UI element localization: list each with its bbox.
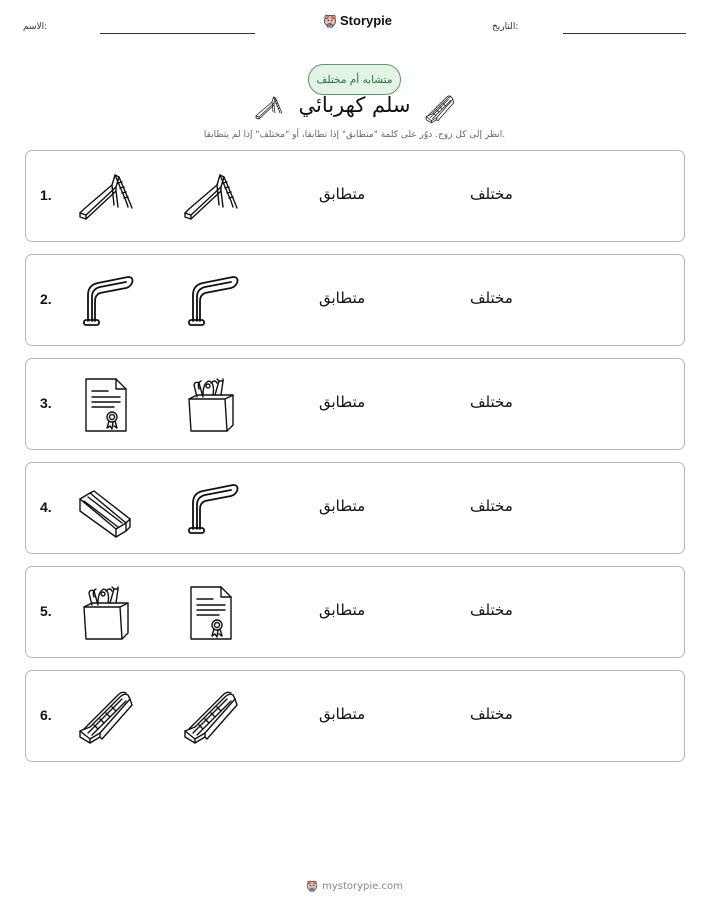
- question-row: [25, 670, 685, 762]
- grocery-bag-icon: [181, 375, 241, 435]
- name-write-line: [100, 33, 255, 34]
- title-row: [0, 93, 709, 127]
- slide-icon: [181, 167, 241, 227]
- option-same[interactable]: متطابق: [319, 289, 366, 307]
- question-number: 1.: [40, 187, 52, 203]
- escalator-icon: [76, 687, 136, 747]
- option-different[interactable]: مختلف: [470, 705, 513, 723]
- certificate-icon: [76, 375, 136, 435]
- name-label: الاسم:: [23, 22, 48, 32]
- question-row: [25, 566, 685, 658]
- certificate-icon: [181, 583, 241, 643]
- option-different[interactable]: مختلف: [470, 601, 513, 619]
- page-title: سلم كهربائي: [298, 93, 411, 117]
- option-same[interactable]: متطابق: [319, 601, 366, 619]
- footer: [0, 880, 709, 892]
- option-same[interactable]: متطابق: [319, 705, 366, 723]
- worksheet-header: [0, 0, 709, 45]
- question-row: [25, 150, 685, 242]
- ramp-slide-icon: [76, 479, 136, 539]
- option-different[interactable]: مختلف: [470, 497, 513, 515]
- date-write-line: [563, 33, 686, 34]
- option-same[interactable]: متطابق: [319, 185, 366, 203]
- escalator-icon: [181, 687, 241, 747]
- question-row: [25, 358, 685, 450]
- footer-url[interactable]: mystorypie.com: [322, 880, 403, 892]
- option-same[interactable]: متطابق: [319, 497, 366, 515]
- slide-icon: [76, 167, 136, 227]
- option-different[interactable]: مختلف: [470, 393, 513, 411]
- date-label: التاريخ:: [492, 22, 519, 32]
- handrail-icon: [181, 271, 241, 331]
- instructions: انظر إلى كل زوج. دوّر على كلمة "متطابق" إذا تطابقا، أو "مختلف" إذا لم يتطابقا.: [203, 130, 506, 140]
- brand-logo: [323, 13, 392, 28]
- brand-name: Storypie: [340, 13, 393, 28]
- option-different[interactable]: مختلف: [470, 289, 513, 307]
- question-row: [25, 462, 685, 554]
- worksheet-type-badge: متشابه أم مختلف: [308, 64, 401, 95]
- question-row: [25, 254, 685, 346]
- grocery-bag-icon: [76, 583, 136, 643]
- storypie-mascot-icon: [323, 14, 337, 28]
- question-number: 4.: [40, 499, 52, 515]
- question-list: [25, 150, 685, 774]
- escalator-icon: [424, 93, 456, 125]
- handrail-icon: [76, 271, 136, 331]
- question-number: 2.: [40, 291, 52, 307]
- storypie-mascot-icon: [306, 880, 318, 892]
- option-different[interactable]: مختلف: [470, 185, 513, 203]
- option-same[interactable]: متطابق: [319, 393, 366, 411]
- question-number: 6.: [40, 707, 52, 723]
- question-number: 5.: [40, 603, 52, 619]
- handrail-icon: [181, 479, 241, 539]
- question-number: 3.: [40, 395, 52, 411]
